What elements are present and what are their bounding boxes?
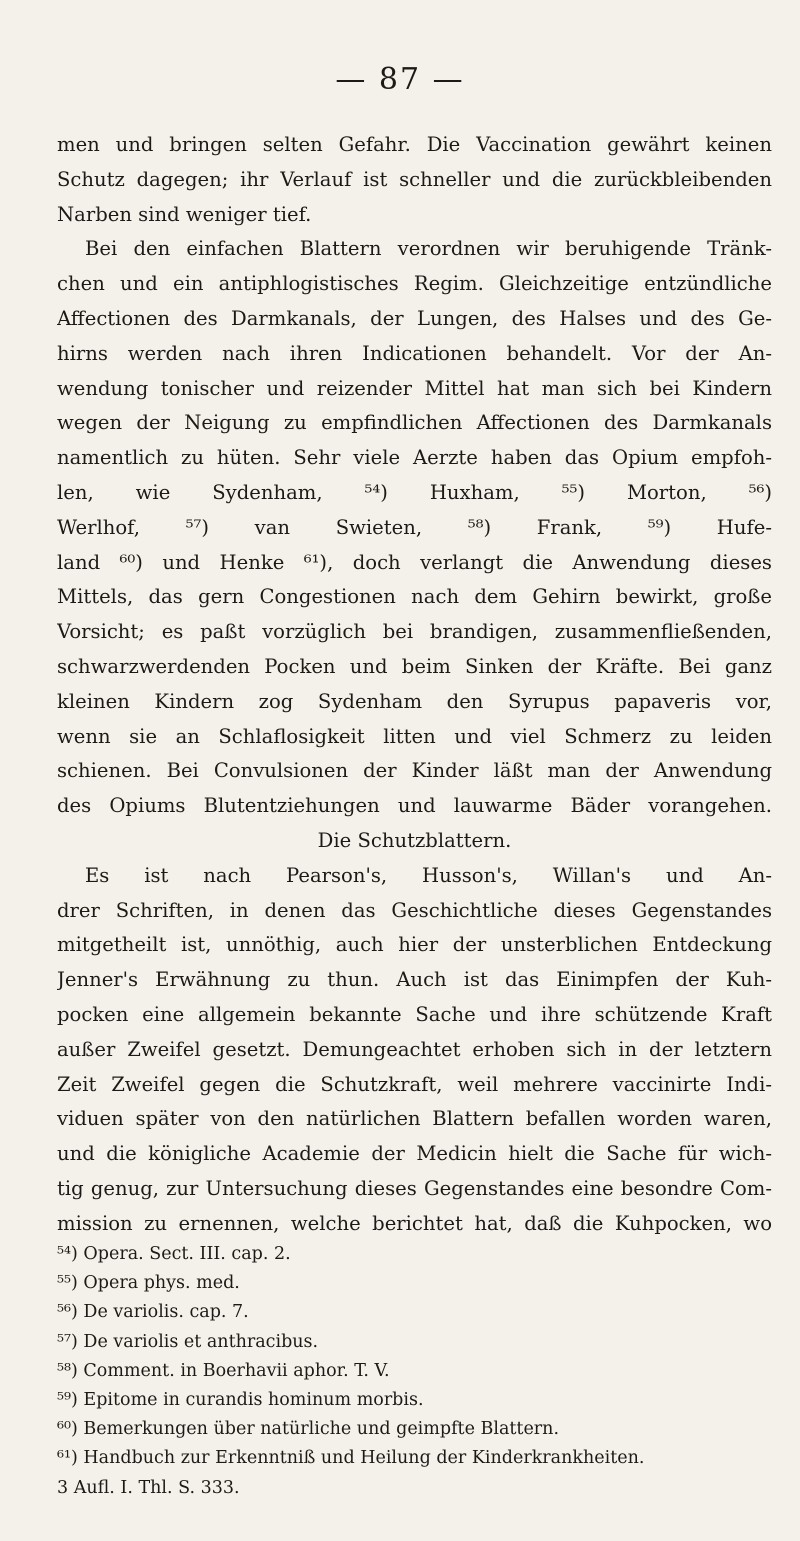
- text-line: Affectionen des Darmkanals, der Lungen, des Halses und des Ge-: [57, 306, 772, 330]
- text-line: schwarzwerdenden Pocken und beim Sinken der Kräfte. Bei ganz: [57, 654, 772, 678]
- text-line: mitgetheilt ist, unnöthig, auch hier der unsterblichen Entdeckung: [57, 933, 772, 957]
- text-line: wendung tonischer und reizender Mittel hat man sich bei Kindern: [57, 376, 772, 400]
- text-line: namentlich zu hüten. Sehr viele Aerzte haben das Opium empfoh-: [57, 446, 772, 470]
- text-line: drer Schriften, in denen das Geschichtliche dieses Gegenstandes: [57, 898, 772, 922]
- text-line: len, wie Sydenham, ⁵⁴) Huxham, ⁵⁵) Morton, ⁵⁶): [57, 480, 772, 504]
- footnote: ⁵⁷) De variolis et anthracibus.: [57, 1331, 319, 1352]
- text-line: pocken eine allgemein bekannte Sache und ihre schützende Kraft: [57, 1002, 772, 1026]
- text-line: tig genug, zur Untersuchung dieses Gegenstandes eine besondre Com-: [57, 1176, 772, 1200]
- text-line: außer Zweifel gesetzt. Demungeachtet erhoben sich in der letztern: [57, 1037, 772, 1061]
- text-line: Werlhof, ⁵⁷) van Swieten, ⁵⁸) Frank, ⁵⁹) Hufe-: [57, 515, 772, 539]
- section-heading: Die Schutzblattern.: [317, 828, 512, 852]
- footnote: ⁵⁹) Epitome in curandis hominum morbis.: [57, 1389, 424, 1410]
- text-line: Narben sind weniger tief.: [57, 202, 312, 226]
- text-line: schienen. Bei Convulsionen der Kinder läßt man der Anwendung: [57, 759, 772, 783]
- text-line: und die königliche Academie der Medicin hielt die Sache für wich-: [57, 1142, 772, 1166]
- text-line: hirns werden nach ihren Indicationen behandelt. Vor der An-: [57, 341, 772, 365]
- footnote: ⁵⁵) Opera phys. med.: [57, 1273, 240, 1294]
- text-line: Schutz dagegen; ihr Verlauf ist schneller und die zurückbleibenden: [57, 167, 772, 191]
- text-line: Vorsicht; es paßt vorzüglich bei brandigen, zusammenfließenden,: [57, 620, 772, 644]
- text-line: viduen später von den natürlichen Blattern befallen worden waren,: [57, 1107, 772, 1131]
- text-line: Bei den einfachen Blattern verordnen wir beruhigende Tränk-: [85, 237, 772, 261]
- footnote: ⁵⁴) Opera. Sect. III. cap. 2.: [57, 1244, 291, 1264]
- text-line: Jenner's Erwähnung zu thun. Auch ist das Einimpfen der Kuh-: [57, 968, 772, 992]
- text-line: land ⁶⁰) und Henke ⁶¹), doch verlangt die Anwendung dieses: [57, 550, 772, 574]
- text-line: kleinen Kindern zog Sydenham den Syrupus papaveris vor,: [57, 689, 772, 713]
- text-line: Mittels, das gern Congestionen nach dem Gehirn bewirkt, große: [57, 585, 772, 609]
- footnote: ⁵⁶) De variolis. cap. 7.: [57, 1302, 249, 1323]
- text-line: men und bringen selten Gefahr. Die Vaccination gewährt keinen: [57, 133, 772, 156]
- page-number-header: — 87 —: [335, 62, 465, 97]
- text-line: chen und ein antiphlogistisches Regim. Gleichzeitige entzündliche: [57, 272, 772, 296]
- footnote: ⁵⁸) Comment. in Boerhavii aphor. T. V.: [57, 1360, 390, 1381]
- text-line: wegen der Neigung zu empfindlichen Affectionen des Darmkanals: [57, 411, 772, 435]
- text-line: Zeit Zweifel gegen die Schutzkraft, weil mehrere vaccinirte Indi-: [57, 1072, 772, 1096]
- text-line: des Opiums Blutentziehungen und lauwarme Bäder vorangehen.: [57, 794, 772, 818]
- footnote-continuation: 3 Aufl. I. Thl. S. 333.: [57, 1477, 240, 1498]
- text-line: mission zu ernennen, welche berichtet hat, daß die Kuhpocken, wo: [57, 1211, 772, 1235]
- text-line: Es ist nach Pearson's, Husson's, Willan's und An-: [85, 863, 772, 887]
- footnote: ⁶⁰) Bemerkungen über natürliche und geimpfte Blattern.: [57, 1419, 560, 1440]
- footnotes: [57, 1240, 772, 1503]
- text-line: wenn sie an Schlaflosigkeit litten und viel Schmerz zu leiden: [57, 724, 772, 748]
- footnote: ⁶¹) Handbuch zur Erkenntniß und Heilung der Kinderkrankheiten.: [57, 1448, 645, 1469]
- body-text: [57, 128, 772, 1242]
